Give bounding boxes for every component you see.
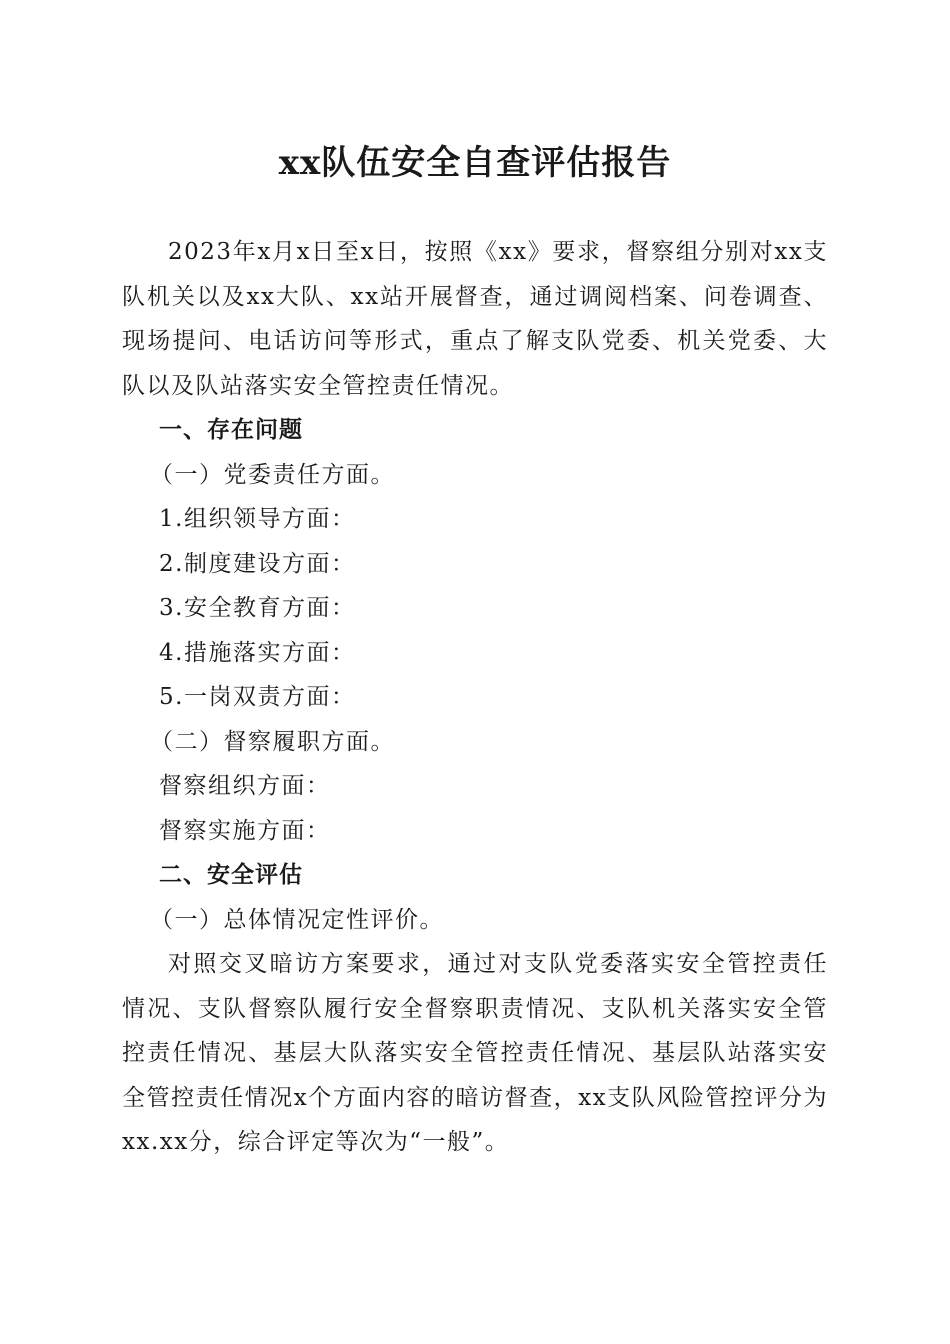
list-item-dual-responsibility: 5.一岗双责方面： [159, 684, 356, 710]
list-item-system-building: 2.制度建设方面： [159, 550, 356, 577]
intro-paragraph: 2023年x月x日至x日，按照《xx》要求，督察组分别对xx支队机关以及xx大队、xx站开展督查，通过调阅档案、问卷调查、现场提问、电话访问等形式，重点了解支队党委、机关党委、大队以及队站落实安全管控责任情况。 [122, 239, 828, 399]
list-item-inspection-implementation: 督察实施方面： [159, 817, 331, 844]
evaluation-paragraph: 对照交叉暗访方案要求，通过对支队党委落实安全管控责任情况、支队督察队履行安全督察职责情况、支队机关落实安全管控责任情况、基层大队落实安全管控责任情况、基层队站落实安全管控责任情况x个方面内容的暗访督查，xx支队风险管控评分为xx.xx分，综合评定等次为“一般”。 [122, 951, 828, 1155]
subsection-heading-overall-evaluation: （一）总体情况定性评价。 [150, 906, 444, 933]
document-body [122, 230, 828, 1165]
list-item-inspection-organization: 督察组织方面： [159, 773, 331, 799]
section-heading-safety-assessment: 二、安全评估 [159, 862, 303, 888]
list-item-safety-education: 3.安全教育方面： [159, 595, 356, 621]
section-heading-problems: 一、存在问题 [159, 417, 303, 443]
list-item-measures-implementation: 4.措施落实方面： [159, 639, 356, 666]
document-title: xx队伍安全自查评估报告 [278, 143, 672, 183]
subsection-heading-party-responsibility: （一）党委责任方面。 [150, 461, 395, 488]
subsection-heading-inspection-duty: （二）督察履职方面。 [150, 728, 395, 755]
list-item-organization-leadership: 1.组织领导方面： [159, 506, 356, 532]
